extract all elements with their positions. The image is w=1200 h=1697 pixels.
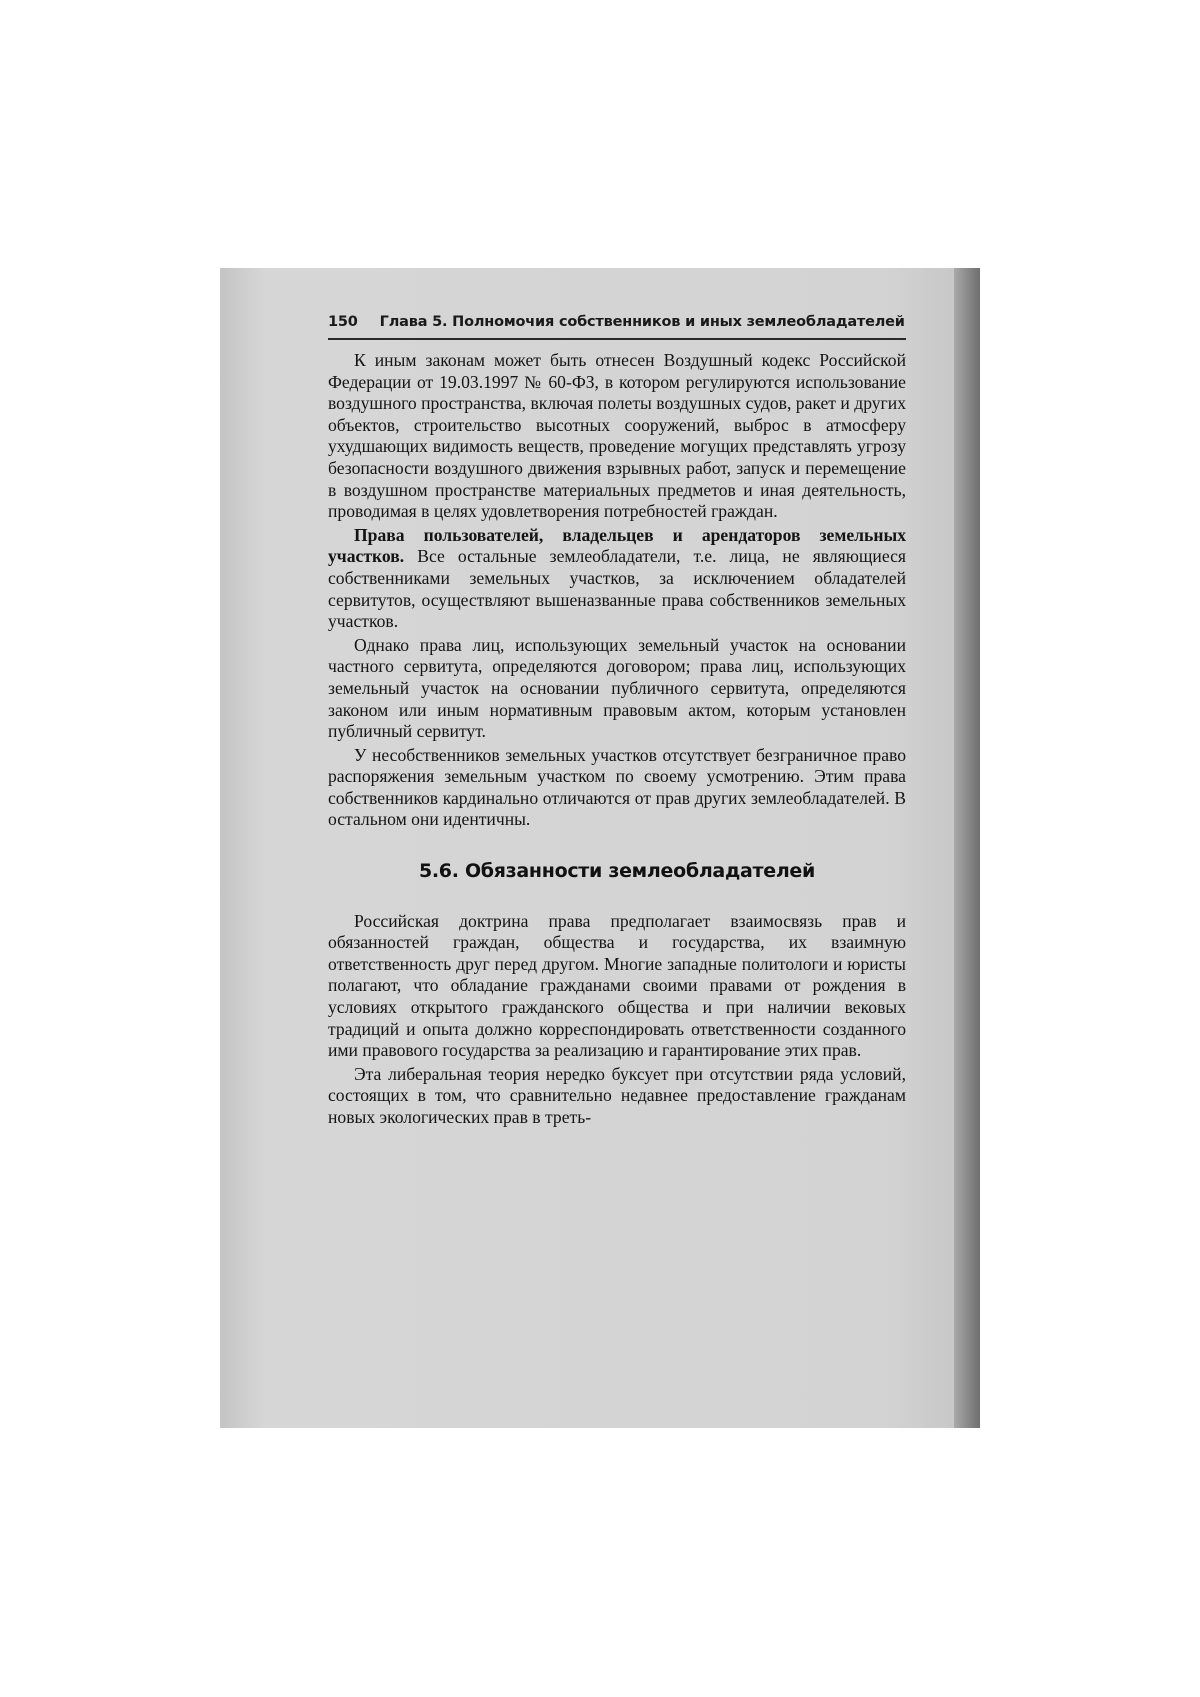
paragraph-non-owners: У несобственников земельных участков отсутствует безграничное право распоряжения земельным участком по своему усмотрению. Этим права собственников кардинально отличаются от прав других землеобладателей. В остальном они идентичны.	[328, 744, 906, 830]
paragraph-users-rights-text: Все остальные землеобладатели, т.е. лица, не являющиеся собственниками земельных участков, за исключением обладателей сервитутов, осуществляют вышеназванные права собственников земельных участков.	[328, 546, 906, 632]
running-head	[328, 314, 906, 330]
paragraph-lead-in: Права пользователей, владельцев и арендаторов земельных участков.	[328, 524, 906, 567]
paragraph-doctrine: Российская доктрина права предполагает взаимосвязь прав и обязанностей граждан, общества и государства, их взаимную ответственность друг перед другом. Многие западные политологи и юристы полагают, что обладание гражданами своими правами от рождения в условиях открытого гражданского общества и при наличии вековых традиций и опыта должно корреспондировать ответственности созданного ими правового государства за реализацию и гарантирование этих прав.	[328, 910, 906, 1061]
header-rule	[328, 338, 906, 340]
section-heading: 5.6. Обязанности землеобладателей	[418, 860, 816, 883]
paragraph-liberal-theory: Эта либеральная теория нередко буксует при отсутствии ряда условий, состоящих в том, что сравнительно недавнее предоставление гражданам новых экологических прав в треть-	[328, 1063, 906, 1127]
paragraph-users-rights	[328, 525, 906, 633]
page-edge-shadow	[954, 268, 980, 1428]
page-number: 150	[328, 314, 358, 330]
body-text	[328, 350, 906, 1129]
book-page	[220, 268, 960, 1428]
paragraph-servitude: Однако права лиц, использующих земельный участок на основании частного сервитута, определяются договором; права лиц, использующих земельный участок на основании публичного сервитута, определяются законом или иным нормативным правовым актом, которым установлен публичный сервитут.	[328, 634, 906, 742]
scanned-page	[220, 268, 980, 1428]
chapter-title: Глава 5. Полномочия собственников и иных землеобладателей	[379, 314, 905, 330]
paragraph-air-code: К иным законам может быть отнесен Воздушный кодекс Российской Федерации от 19.03.1997 № 60-ФЗ, в котором регулируются использование воздушного пространства, включая полеты воздушных судов, ракет и других объектов, строительство высотных сооружений, выброс в атмосферу ухудшающих видимость веществ, проведение могущих представлять угрозу безопасности воздушного движения взрывных работ, запуск и перемещение в воздушном пространстве материальных предметов и иная деятельность, проводимая в целях удовлетворения потребностей граждан.	[328, 350, 906, 522]
